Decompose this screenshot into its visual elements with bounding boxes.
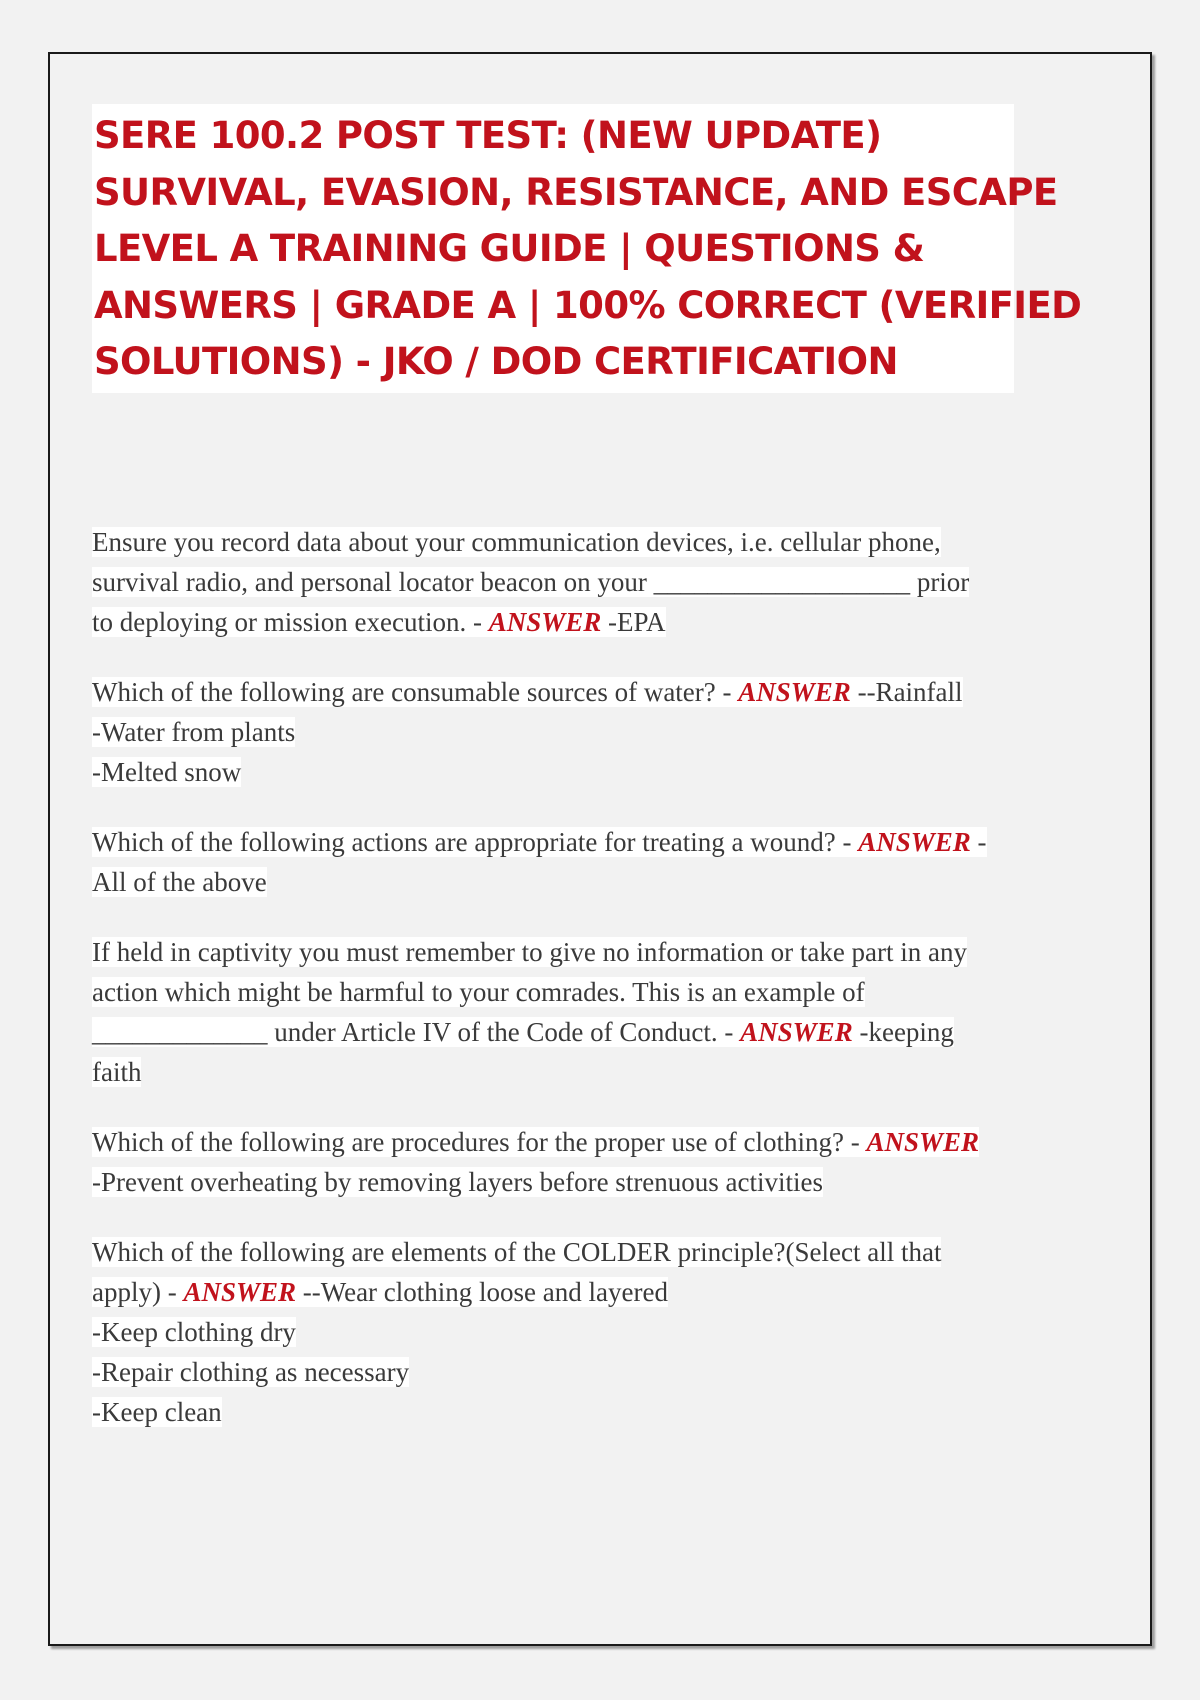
question-text: survival radio, and personal locator beacon on your ___________________ prior xyxy=(92,567,970,597)
qa-item xyxy=(92,932,1052,1092)
answer-text: --Rainfall xyxy=(850,677,963,707)
question-line xyxy=(92,602,1052,642)
answer-line xyxy=(92,1352,1052,1392)
answer-label: ANSWER xyxy=(740,1017,853,1047)
question-line xyxy=(92,522,1052,562)
qa-item xyxy=(92,1232,1052,1432)
question-text: Which of the following are consumable sources of water? - xyxy=(92,677,739,707)
answer-line xyxy=(92,752,1052,792)
answer-text: -EPA xyxy=(601,607,666,637)
answer-line xyxy=(92,1312,1052,1352)
title-line: SURVIVAL, EVASION, RESISTANCE, AND ESCAPE xyxy=(94,170,1058,214)
qa-item xyxy=(92,822,1052,902)
question-text: Which of the following are procedures for the proper use of clothing? - xyxy=(92,1127,867,1157)
question-line xyxy=(92,1232,1052,1272)
question-line xyxy=(92,562,1052,602)
answer-label: ANSWER xyxy=(738,677,851,707)
answer-text: All of the above xyxy=(92,867,267,897)
answer-line xyxy=(92,862,1052,902)
answer-text: -Melted snow xyxy=(92,757,242,787)
question-line xyxy=(92,1122,1052,1162)
answer-text: -Keep clothing dry xyxy=(92,1317,296,1347)
answer-line xyxy=(92,1052,1052,1092)
question-line xyxy=(92,1012,1052,1052)
answer-text: - xyxy=(970,827,987,857)
answer-text: -Prevent overheating by removing layers before strenuous activities xyxy=(92,1167,824,1197)
question-text: action which might be harmful to your comrades. This is an example of xyxy=(92,977,865,1007)
question-line xyxy=(92,972,1052,1012)
answer-text: -Repair clothing as necessary xyxy=(92,1357,410,1387)
answer-label: ANSWER xyxy=(858,827,971,857)
question-text: _____________ under Article IV of the Code of Conduct. - xyxy=(92,1017,741,1047)
question-line xyxy=(92,932,1052,972)
title-line: SOLUTIONS) - JKO / DOD CERTIFICATION xyxy=(94,340,898,383)
answer-text: -Keep clean xyxy=(92,1397,222,1427)
question-text: Ensure you record data about your communication devices, i.e. cellular phone, xyxy=(92,527,941,557)
answer-line xyxy=(92,1162,1052,1202)
question-text: Which of the following actions are appropriate for treating a wound? - xyxy=(92,827,859,857)
title-line: LEVEL A TRAINING GUIDE | QUESTIONS & xyxy=(94,227,925,270)
question-text: If held in captivity you must remember to give no information or take part in any xyxy=(92,937,968,967)
question-text: Which of the following are elements of the COLDER principle?(Select all that xyxy=(92,1237,942,1267)
answer-label: ANSWER xyxy=(866,1127,980,1157)
title-line: ANSWERS | GRADE A | 100% CORRECT (VERIFIED xyxy=(94,283,1082,327)
answer-label: ANSWER xyxy=(488,607,602,637)
question-line xyxy=(92,1272,1052,1312)
qa-item xyxy=(92,1122,1052,1202)
answer-line xyxy=(92,1392,1052,1432)
answer-text: faith xyxy=(92,1057,142,1087)
answer-line xyxy=(92,712,1052,752)
answer-text: --Wear clothing loose and layered xyxy=(296,1277,668,1307)
question-text: to deploying or mission execution. - xyxy=(92,607,489,637)
qa-item xyxy=(92,672,1052,792)
question-line xyxy=(92,672,1052,712)
document-title xyxy=(92,104,1082,393)
answer-label: ANSWER xyxy=(183,1277,297,1307)
question-text: apply) - xyxy=(92,1277,184,1307)
qa-list xyxy=(92,522,1052,1462)
qa-item xyxy=(92,522,1052,642)
answer-text: -keeping xyxy=(852,1017,954,1047)
question-line xyxy=(92,822,1052,862)
title-line: SERE 100.2 POST TEST: (NEW UPDATE) xyxy=(94,114,882,157)
answer-text: -Water from plants xyxy=(92,717,296,747)
